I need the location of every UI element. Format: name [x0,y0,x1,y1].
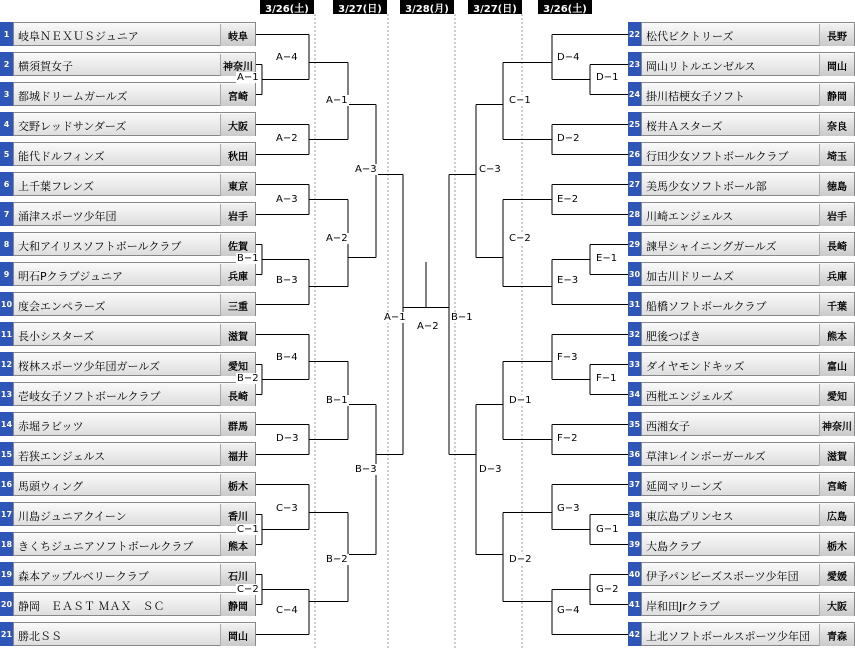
team-prefecture: 滋賀 [220,324,255,346]
team-box [13,82,256,106]
team-number: 19 [0,562,13,586]
team-entry [628,472,855,496]
team-prefecture: 大阪 [819,594,854,616]
team-name: 桜林スポーツ少年団ガールズ [18,360,161,373]
team-entry [628,622,855,646]
team-name: 明石Pクラブジュニア [18,270,123,283]
team-name: ダイヤモンドキッズ [646,360,745,373]
team-number: 33 [628,352,641,376]
team-name: 岡山リトルエンゼルス [646,60,756,73]
team-name: 赤堀ラビッツ [18,420,84,433]
team-number: 20 [0,592,13,616]
team-entry [0,382,256,406]
match-label: A−3 [355,164,377,175]
team-name: 大和アイリスソフトボールクラブ [18,240,182,253]
team-box [13,382,256,406]
team-box [13,412,256,436]
team-name: 能代ドルフィンズ [18,150,105,163]
team-entry [628,532,855,556]
match-label-final: A−2 [417,321,439,332]
team-box [641,442,855,466]
team-prefecture: 石川 [220,564,255,586]
match-label: E−3 [557,275,579,286]
team-name: 西枇エンジェルズ [646,390,734,403]
match-label: A−2 [326,233,348,244]
team-name: 長小シスターズ [18,330,95,343]
match-label: A−2 [276,133,298,144]
team-prefecture: 熊本 [819,324,854,346]
team-number: 8 [0,232,13,256]
team-entry [628,562,855,586]
team-entry [628,442,855,466]
team-name: 東広島プリンセス [646,510,734,523]
team-number: 6 [0,172,13,196]
team-entry [628,592,855,616]
team-name: きくちジュニアソフトボールクラブ [18,540,194,553]
match-label: D−4 [557,52,580,63]
team-name: 川島ジュニアクイーン [18,510,127,523]
team-prefecture: 長野 [819,24,854,46]
team-number: 14 [0,412,13,436]
team-entry [0,202,256,226]
team-entry [0,232,256,256]
match-label: F−3 [557,352,578,363]
match-label: C−3 [276,503,298,514]
date-header-3-26-left: 3/26(土) [260,0,314,14]
team-number: 32 [628,322,641,346]
team-number: 10 [0,292,13,316]
team-entry [0,562,256,586]
team-number: 5 [0,142,13,166]
team-name: 桜井Ａスターズ [646,120,723,133]
team-prefecture: 群馬 [220,414,255,436]
team-number: 11 [0,322,13,346]
team-number: 13 [0,382,13,406]
match-label: C−1 [509,95,531,106]
match-label: D−3 [479,464,502,475]
match-label: D−3 [276,433,299,444]
team-entry [0,22,256,46]
team-entry [628,172,855,196]
team-box [641,202,855,226]
match-label: B−1 [237,253,259,264]
team-entry [628,22,855,46]
team-box [641,562,855,586]
match-label: B−2 [237,373,259,384]
team-name: 度会エンペラーズ [18,300,106,313]
match-label: A−1 [326,95,348,106]
team-name: 松代ビクトリーズ [646,30,734,43]
team-prefecture: 千葉 [819,294,854,316]
team-box [641,532,855,556]
team-number: 23 [628,52,641,76]
team-name: 延岡マリーンズ [646,480,723,493]
team-prefecture: 熊本 [220,534,255,556]
team-number: 2 [0,52,13,76]
match-label: E−1 [596,253,618,264]
match-label: C−2 [509,233,531,244]
team-number: 30 [628,262,641,286]
team-entry [628,382,855,406]
team-number: 7 [0,202,13,226]
team-name: 船橋ソフトボールクラブ [646,300,767,313]
team-prefecture: 兵庫 [220,264,255,286]
team-box [641,52,855,76]
team-number: 17 [0,502,13,526]
team-entry [0,52,256,76]
match-label-semifinal-left: A−1 [384,312,406,323]
team-box [641,82,855,106]
team-prefecture: 岡山 [220,624,255,646]
team-number: 16 [0,472,13,496]
team-entry [628,352,855,376]
team-prefecture: 栃木 [819,534,854,556]
match-label: B−4 [276,352,298,363]
team-box [641,22,855,46]
team-prefecture: 富山 [819,354,854,376]
team-prefecture: 神奈川 [819,414,854,436]
team-prefecture: 大阪 [220,114,255,136]
team-entry [0,292,256,316]
team-prefecture: 東京 [220,174,255,196]
team-entry [628,82,855,106]
match-label: C−3 [479,164,501,175]
team-prefecture: 愛媛 [819,564,854,586]
team-entry [628,412,855,436]
team-prefecture: 宮崎 [220,84,255,106]
team-box [13,112,256,136]
team-number: 29 [628,232,641,256]
team-number: 40 [628,562,641,586]
date-header-3-28: 3/28(月) [400,0,454,14]
team-prefecture: 三重 [220,294,255,316]
team-prefecture: 佐賀 [220,234,255,256]
team-prefecture: 栃木 [220,474,255,496]
team-number: 22 [628,22,641,46]
match-label: B−1 [326,395,348,406]
team-number: 28 [628,202,641,226]
match-label: F−2 [557,433,578,444]
team-number: 21 [0,622,13,646]
team-name: 馬頭ウィング [18,480,84,493]
team-entry [628,232,855,256]
team-box [641,292,855,316]
team-number: 38 [628,502,641,526]
team-entry [628,112,855,136]
team-name: 若狭エンジェルス [18,450,106,463]
team-entry [0,322,256,346]
team-entry [0,142,256,166]
team-box [13,142,256,166]
team-box [641,262,855,286]
match-label: G−1 [596,524,619,535]
team-number: 18 [0,532,13,556]
team-number: 3 [0,82,13,106]
team-name: 上北ソフトボールスポーツ少年団 [646,630,811,643]
match-label: F−1 [596,373,617,384]
team-number: 41 [628,592,641,616]
team-name: 壱岐女子ソフトボールクラブ [18,390,161,403]
team-box [13,622,256,646]
team-box [13,322,256,346]
team-name: 行田少女ソフトボールクラブ [646,150,789,163]
team-prefecture: 岩手 [819,204,854,226]
team-entry [0,442,256,466]
team-box [641,502,855,526]
team-prefecture: 秋田 [220,144,255,166]
team-prefecture: 福井 [220,444,255,466]
team-box [13,562,256,586]
match-label: C−2 [237,584,259,595]
team-number: 34 [628,382,641,406]
match-label: A−1 [237,72,259,83]
team-box [641,382,855,406]
team-name: 伊予パンビーズスポーツ少年団 [646,570,799,583]
team-number: 24 [628,82,641,106]
team-number: 27 [628,172,641,196]
team-box [641,232,855,256]
match-label: C−4 [276,605,298,616]
team-entry [0,502,256,526]
team-prefecture: 長崎 [220,384,255,406]
team-box [641,592,855,616]
team-name: 諫早シャイニングガールズ [646,240,777,253]
team-entry [628,322,855,346]
team-prefecture: 神奈川 [220,54,255,76]
team-entry [0,352,256,376]
team-name: 勝北ＳＳ [18,630,62,643]
team-name: 掛川桔梗女子ソフト [646,90,745,103]
team-entry [0,412,256,436]
team-prefecture: 香川 [220,504,255,526]
team-entry [0,592,256,616]
match-label: D−2 [557,133,580,144]
team-prefecture: 長崎 [819,234,854,256]
match-label-semifinal-right: B−1 [451,312,473,323]
team-box [641,112,855,136]
team-name: 岐阜ＮＥＸＵＳジュニア [18,30,139,43]
team-entry [628,202,855,226]
team-entry [0,262,256,286]
team-name: 森本アップルベリークラブ [18,570,149,583]
team-name: 西湘女子 [646,420,690,433]
match-label: B−3 [276,275,298,286]
team-prefecture: 奈良 [819,114,854,136]
team-number: 42 [628,622,641,646]
team-entry [0,472,256,496]
team-box [13,592,256,616]
team-name: 肥後つばき [646,330,701,343]
date-header-3-26-right: 3/26(土) [538,0,592,14]
match-label: B−3 [355,464,377,475]
team-name: 都城ドリームガールズ [18,90,128,103]
date-header-3-27-right: 3/27(日) [468,0,522,14]
team-box [13,502,256,526]
team-box [13,262,256,286]
match-label: D−1 [509,395,532,406]
team-entry [628,142,855,166]
team-number: 36 [628,442,641,466]
team-prefecture: 静岡 [819,84,854,106]
team-prefecture: 青森 [819,624,854,646]
team-entry [0,622,256,646]
team-entry [628,292,855,316]
team-prefecture: 岡山 [819,54,854,76]
team-box [13,202,256,226]
team-entry [0,112,256,136]
team-box [641,142,855,166]
team-prefecture: 宮崎 [819,474,854,496]
date-header-3-27-left: 3/27(日) [333,0,387,14]
team-box [641,472,855,496]
team-number: 15 [0,442,13,466]
team-box [641,352,855,376]
team-name: 大島クラブ [646,540,701,553]
team-entry [0,532,256,556]
team-prefecture: 兵庫 [819,264,854,286]
match-label: G−4 [557,605,580,616]
team-prefecture: 岐阜 [220,24,255,46]
team-box [641,412,855,436]
team-entry [0,172,256,196]
team-number: 1 [0,22,13,46]
team-prefecture: 愛知 [819,384,854,406]
team-number: 4 [0,112,13,136]
team-entry [628,52,855,76]
team-name: 川崎エンジェルス [646,210,734,223]
team-number: 12 [0,352,13,376]
team-entry [0,82,256,106]
team-name: 加古川ドリームズ [646,270,734,283]
match-label: B−2 [326,554,348,565]
match-label: G−3 [557,503,580,514]
team-prefecture: 広島 [819,504,854,526]
match-label: A−3 [276,194,298,205]
team-name: 草津レインボーガールズ [646,450,766,463]
team-number: 25 [628,112,641,136]
team-number: 39 [628,532,641,556]
team-name: 涌津スポーツ少年団 [18,210,117,223]
team-name: 横須賀女子 [18,60,73,73]
team-prefecture: 岩手 [220,204,255,226]
team-number: 37 [628,472,641,496]
team-box [13,172,256,196]
team-box [13,52,256,76]
team-box [13,532,256,556]
team-number: 26 [628,142,641,166]
team-number: 9 [0,262,13,286]
team-box [13,442,256,466]
match-label: E−2 [557,194,579,205]
team-box [13,472,256,496]
team-box [13,292,256,316]
team-name: 上千葉フレンズ [18,180,94,193]
team-prefecture: 埼玉 [819,144,854,166]
match-label: D−1 [596,72,619,83]
team-name: 交野レッドサンダーズ [18,120,127,133]
team-box [13,22,256,46]
team-box [13,352,256,376]
team-prefecture: 静岡 [220,594,255,616]
team-prefecture: 愛知 [220,354,255,376]
team-box [641,172,855,196]
match-label: G−2 [596,584,619,595]
team-name: 岸和田Jrクラブ [646,600,720,613]
team-name: 静岡 ＥＡＳＴ ＭＡＸ ＳＣ [18,600,165,613]
team-name: 美馬少女ソフトボール部 [646,180,767,193]
team-prefecture: 滋賀 [819,444,854,466]
team-box [641,622,855,646]
team-number: 35 [628,412,641,436]
match-label: A−4 [276,52,298,63]
team-entry [628,502,855,526]
team-box [13,232,256,256]
match-label: D−2 [509,554,532,565]
team-entry [628,262,855,286]
match-label: C−1 [237,524,259,535]
team-box [641,322,855,346]
team-number: 31 [628,292,641,316]
team-prefecture: 徳島 [819,174,854,196]
